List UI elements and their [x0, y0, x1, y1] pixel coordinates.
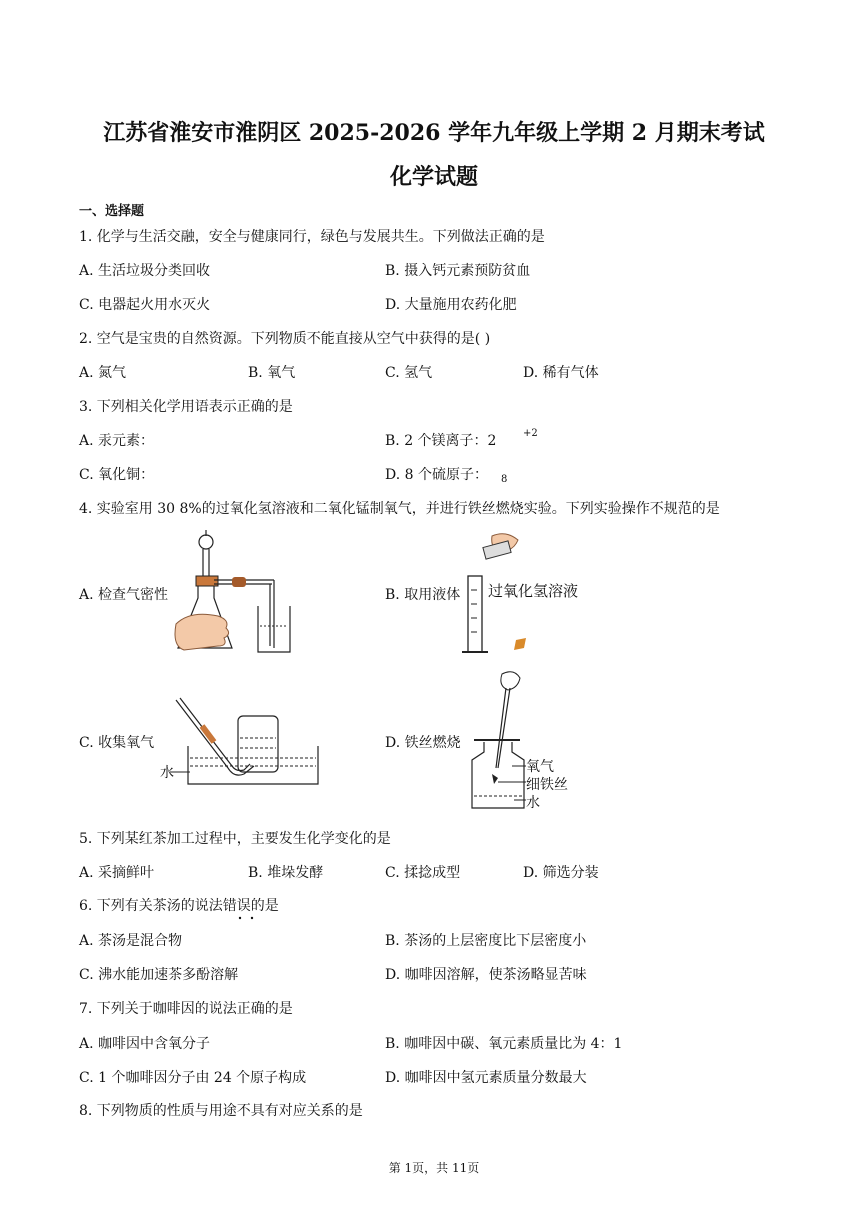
question-2-option-b: B. 氧气: [248, 365, 296, 381]
question-5-option-d: D. 筛选分装: [523, 865, 599, 881]
question-4-option-c: C. 收集氧气: [79, 735, 155, 751]
question-1-option-d: D. 大量施用农药化肥: [385, 297, 517, 313]
page-subtitle: 化学试题: [389, 164, 478, 190]
figure-d-label-iron-wire: 细铁丝: [526, 777, 568, 793]
figure-airtightness-check: [170, 528, 290, 658]
question-7-stem: 7. 下列关于咖啡因的说法正确的是: [79, 1001, 293, 1017]
question-3-option-b: B. 2 个镁离子：2: [385, 433, 497, 449]
question-5-stem: 5. 下列某红茶加工过程中，主要发生化学变化的是: [79, 831, 391, 847]
question-5-option-a: A. 采摘鲜叶: [79, 865, 155, 881]
question-4-stem: 4. 实验室用 30 8%的过氧化氢溶液和二氧化锰制氧气，并进行铁丝燃烧实验。下列实验操作不规范的是: [79, 501, 720, 517]
question-2-option-a: A. 氮气: [79, 365, 127, 381]
page-title: 江苏省淮安市淮阴区 2025-2026 学年九年级上学期 2 月期末考试: [103, 120, 765, 146]
figure-b-label: 过氧化氢溶液: [488, 582, 579, 600]
question-6-option-a: A. 茶汤是混合物: [79, 933, 183, 949]
question-1-option-c: C. 电器起火用水灭火: [79, 297, 211, 313]
question-6-stem: 6. 下列有关茶汤的说法错误的是: [79, 898, 279, 914]
question-3-option-d-subscript: 8: [501, 474, 508, 485]
figure-iron-wire-combustion: [468, 668, 578, 818]
page-footer: 第 1页，共 11页: [388, 1161, 480, 1175]
figure-c-label: 水: [160, 765, 174, 781]
figure-d-label-water: 水: [526, 795, 540, 811]
question-6-option-d: D. 咖啡因溶解，使茶汤略显苦味: [385, 967, 587, 983]
question-4-option-a: A. 检查气密性: [79, 587, 169, 603]
question-1-stem: 1. 化学与生活交融，安全与健康同行，绿色与发展共生。下列做法正确的是: [79, 229, 545, 245]
question-7-option-d: D. 咖啡因中氢元素质量分数最大: [385, 1070, 587, 1086]
emphasis-dots: [236, 915, 256, 921]
figure-d-label-oxygen: 氧气: [526, 759, 554, 775]
question-3-option-a: A. 汞元素：: [79, 433, 155, 449]
question-2-option-d: D. 稀有气体: [523, 365, 599, 381]
question-8-stem: 8. 下列物质的性质与用途不具有对应关系的是: [79, 1103, 363, 1119]
question-1-option-a: A. 生活垃圾分类回收: [79, 263, 211, 279]
question-4-option-d: D. 铁丝燃烧: [385, 735, 461, 751]
question-3-stem: 3. 下列相关化学用语表示正确的是: [79, 399, 293, 415]
question-7-option-b: B. 咖啡因中碳、氧元素质量比为 4：1: [385, 1036, 623, 1052]
question-3-option-d: D. 8 个硫原子：: [385, 467, 488, 483]
section-heading: 一、选择题: [79, 204, 145, 219]
question-2-stem: 2. 空气是宝贵的自然资源。下列物质不能直接从空气中获得的是( ): [79, 331, 491, 347]
figure-collect-oxygen: [158, 696, 328, 791]
question-6-option-c: C. 沸水能加速茶多酚溶解: [79, 967, 239, 983]
question-4-option-b: B. 取用液体: [385, 587, 461, 603]
question-2-option-c: C. 氢气: [385, 365, 433, 381]
question-5-option-c: C. 揉捻成型: [385, 865, 461, 881]
question-5-option-b: B. 堆垛发酵: [248, 865, 324, 881]
question-3-option-b-charge: +2: [523, 428, 538, 439]
question-1-option-b: B. 摄入钙元素预防贫血: [385, 263, 531, 279]
question-3-option-c: C. 氧化铜：: [79, 467, 155, 483]
question-7-option-c: C. 1 个咖啡因分子由 24 个原子构成: [79, 1070, 307, 1086]
question-6-option-b: B. 茶汤的上层密度比下层密度小: [385, 933, 587, 949]
question-7-option-a: A. 咖啡因中含氧分子: [79, 1036, 211, 1052]
